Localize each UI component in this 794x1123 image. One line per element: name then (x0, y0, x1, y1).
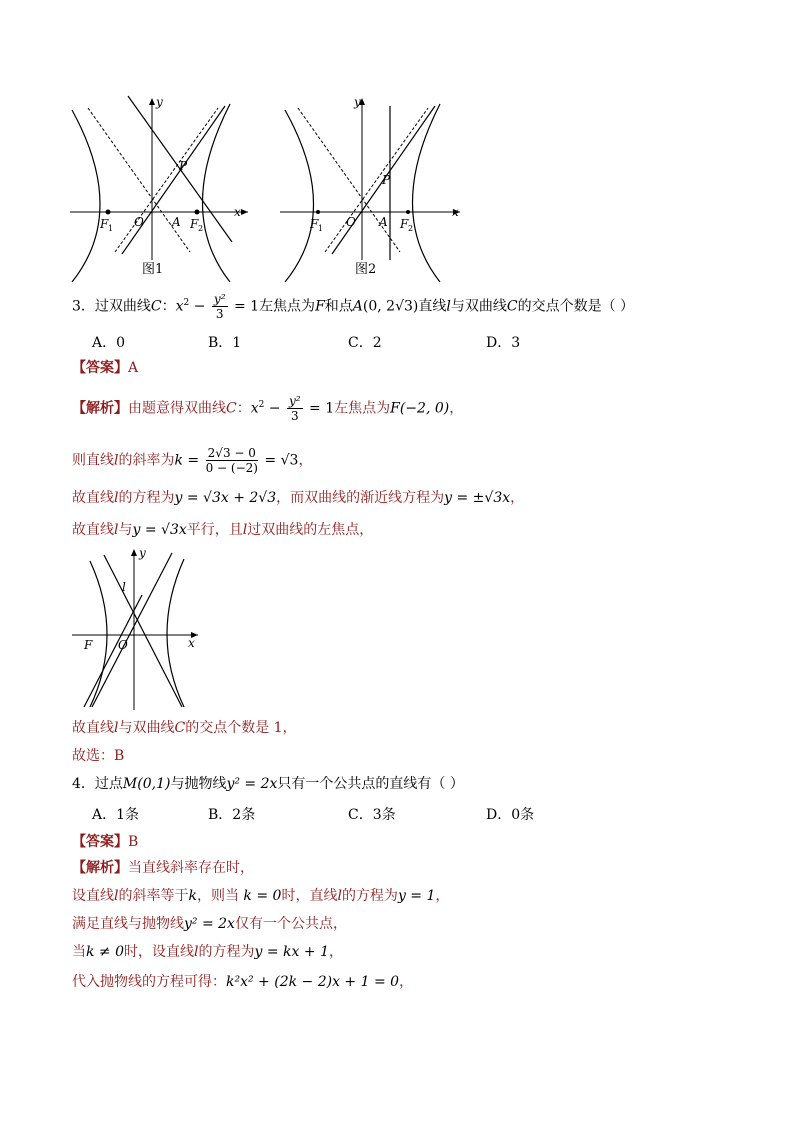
fig3-y-label: y (139, 546, 146, 560)
fig1-f1-label: F (100, 217, 109, 231)
q3-analysis-line-1: 【解析】由题意得双曲线C：$x^2$ − $\frac{\text{y²}}{3}$ = 1左焦点为F(−2, 0)， (72, 394, 464, 423)
q4-analysis-line-3: 满足直线与抛物线y² = 2x仅有一个公共点， (72, 916, 347, 932)
fig1-o-label: O (134, 215, 144, 229)
fig3-f-label: F (84, 638, 93, 652)
fig1-f2-label: F (190, 217, 199, 231)
q3-analysis-line-2: 则直线l的斜率为k = $\frac{2√3 - 0}{0 - (-2)}$ = √3， (72, 446, 313, 475)
fig2-y-label: y (354, 95, 361, 109)
q4-analysis-line-1: 【解析】当直线斜率存在时， (72, 860, 254, 876)
fig2-a-label: A (379, 215, 388, 229)
q3-analysis-line-3: 故直线l的方程为y = √3x + 2√3，而双曲线的渐近线方程为y = ±√3x， (72, 490, 525, 506)
q4-option-a: A．1条 (92, 807, 140, 823)
fig1-y-label: y (156, 95, 163, 109)
fig3-o-label: O (118, 638, 128, 652)
q3-option-a: A．0 (92, 335, 126, 351)
fig2-p-label: P (382, 173, 391, 187)
q3-analysis-line-5: 故直线l与双曲线C的交点个数是 1， (72, 720, 297, 736)
q3-analysis-line-6: 故选：B (72, 748, 125, 764)
fig1-x-label: x (234, 205, 241, 219)
fig2-f1-sub: 1 (318, 224, 324, 233)
fig1-f1-sub: 1 (108, 224, 114, 233)
fig2-f2-sub: 2 (408, 224, 414, 233)
fig1-a-label: A (172, 215, 181, 229)
q3-option-b: B．1 (208, 335, 242, 351)
q4-answer: 【答案】B (72, 834, 139, 850)
fig3-x-label: x (188, 636, 195, 650)
q3-option-c: C．2 (348, 335, 382, 351)
fig2-o-label: O (346, 215, 356, 229)
q4-analysis-line-2: 设直线l的斜率等于k，则当 k = 0时，直线l的方程为y = 1， (72, 888, 450, 904)
figure-2-caption: 图2 (355, 262, 377, 277)
q3-answer: 【答案】A (72, 360, 139, 376)
fig3-l-label: l (122, 580, 126, 594)
figure-1 (70, 92, 250, 282)
figure-2 (280, 92, 465, 282)
q3-option-d: D．3 (486, 335, 521, 351)
q4-stem: 4．过点M(0,1)与抛物线y² = 2x只有一个公共点的直线有（ ） (72, 776, 464, 792)
fig1-f2-sub: 2 (198, 224, 204, 233)
q4-option-d: D．0条 (486, 807, 535, 823)
fig2-f1-label: F (310, 217, 319, 231)
q4-option-b: B．2条 (208, 807, 256, 823)
figure-3 (72, 545, 207, 710)
q4-analysis-line-4: 当k ≠ 0时，设直线l的方程为y = kx + 1， (72, 944, 343, 960)
fig2-f2-label: F (400, 217, 409, 231)
q3-analysis-line-4: 故直线l与y = √3x平行，且l过双曲线的左焦点， (72, 522, 374, 538)
q4-option-c: C．3条 (348, 807, 396, 823)
q4-analysis-line-5: 代入抛物线的方程可得：k²x² + (2k − 2)x + 1 = 0， (72, 974, 414, 990)
fig2-x-label: x (452, 205, 459, 219)
figure-1-caption: 图1 (142, 262, 164, 277)
q3-stem: 3．过双曲线C：$x^2$ − $\frac{\text{y²}}{3}$ = 1左焦点为F和点A(0, 2√3)直线l与双曲线C的交点个数是（ ） (72, 292, 635, 321)
fig1-p-label: P (179, 159, 188, 173)
